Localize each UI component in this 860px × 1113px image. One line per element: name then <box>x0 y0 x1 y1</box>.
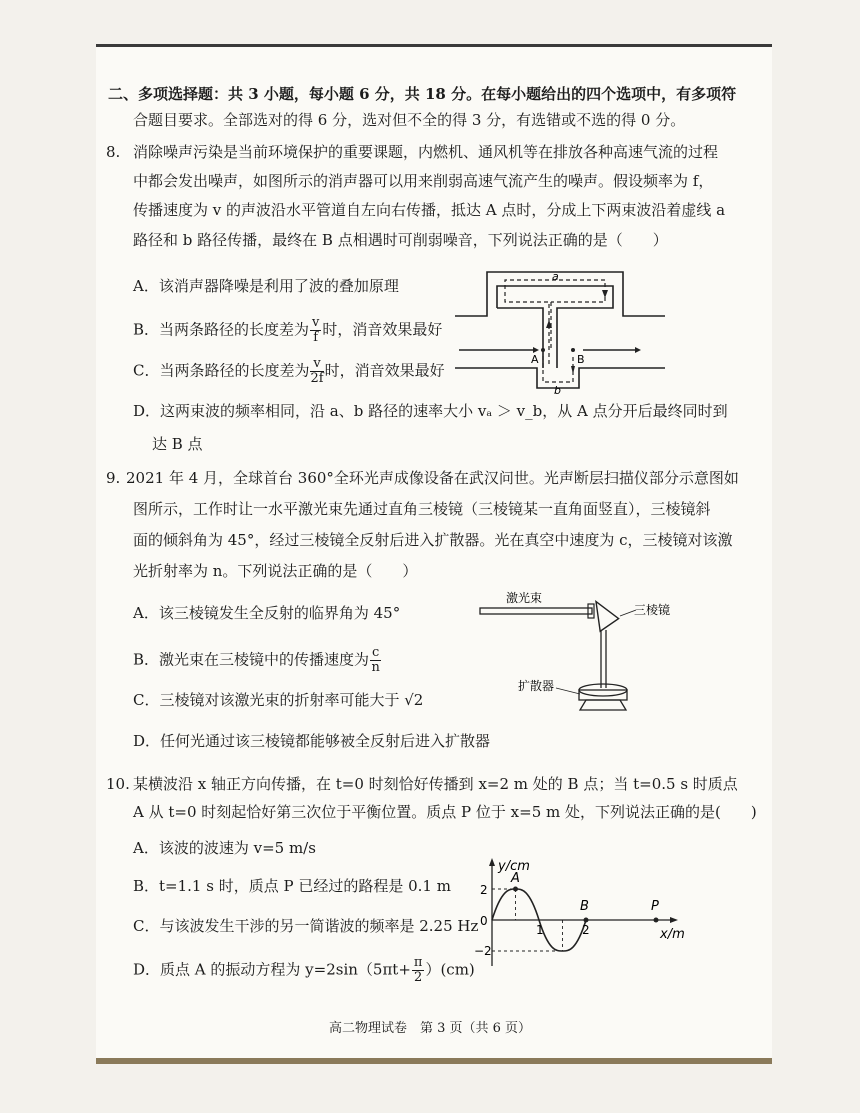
q10-line-2: A 从 t=0 时刻起恰好第三次位于平衡位置。质点 P 位于 x=5 m 处，下列说法正确的是( ) <box>133 803 757 821</box>
tick-y-2: 2 <box>480 883 488 897</box>
q10-option-d: D．质点 A 的振动方程为 y=2sin（5πt+ $\frac{\pi}{2}$ ）(cm) <box>133 955 475 985</box>
muffler-diagram <box>455 268 675 398</box>
q10-line-1: 某横波沿 x 轴正方向传播，在 t=0 时刻恰好传播到 x=2 m 处的 B 点；当 t=0.5 s 时质点 <box>133 775 738 793</box>
q10-option-c: C．与该波发生干涉的另一简谐波的频率是 2.25 Hz <box>133 917 479 935</box>
q8-option-c: C．当两条路径的长度差为 $\frac{v}{2f}$ 时，消音效果最好 <box>133 356 445 386</box>
q8-option-a: A．该消声器降噪是利用了波的叠加原理 <box>133 277 399 295</box>
section-header-2: 合题目要求。全部选对的得 6 分，选对但不全的得 3 分，有选错或不选的得 0 分。 <box>133 111 686 129</box>
point-p-label: P <box>651 899 659 914</box>
q8-option-b: B．当两条路径的长度差为 $\frac{v}{f}$ 时，消音效果最好 <box>133 315 443 345</box>
point-a-label: A <box>511 871 520 886</box>
q8-option-d: D．这两束波的频率相同，沿 a、b 路径的速率大小 vₐ ＞ v_b，从 A 点分开后最终同时到 <box>133 402 728 420</box>
diffuser-label: 扩散器 <box>518 679 555 693</box>
q8-line-1: 消除噪声污染是当前环境保护的重要课题，内燃机、通风机等在排放各种高速气流的过程 <box>133 143 719 161</box>
y-axis-label: y/cm <box>498 859 530 874</box>
point-b-label: B <box>577 353 585 366</box>
path-a-label: a <box>552 270 559 283</box>
q8-line-4: 路径和 b 路径传播，最终在 B 点相遇时可削弱噪音，下列说法正确的是（ ） <box>133 231 668 249</box>
tick-y-neg2: −2 <box>474 944 492 958</box>
q9-number: 9. <box>106 469 121 487</box>
x-axis-label: x/m <box>660 927 685 942</box>
q9-line-3: 面的倾斜角为 45°，经过三棱镜全反射后进入扩散器。光在真空中速度为 c，三棱镜对该激 <box>133 531 733 549</box>
q8-number: 8. <box>106 143 121 161</box>
q9-option-b: B．激光束在三棱镜中的传播速度为 $\frac{c}{n}$ <box>133 645 380 675</box>
q10-option-b: B．t=1.1 s 时，质点 P 已经过的路程是 0.1 m <box>133 877 451 895</box>
prism-label: 三棱镜 <box>634 603 671 617</box>
q9-option-c: C．三棱镜对该激光束的折射率可能大于 √2 <box>133 691 424 709</box>
q9-option-d: D．任何光通过该三棱镜都能够被全反射后进入扩散器 <box>133 732 491 750</box>
point-b-label: B <box>580 899 589 914</box>
q9-line-4: 光折射率为 n。下列说法正确的是（ ） <box>133 562 418 580</box>
q10-number: 10. <box>106 775 130 793</box>
q9-option-a: A．该三棱镜发生全反射的临界角为 45° <box>133 604 401 622</box>
wave-graph <box>470 858 695 973</box>
page-footer: 高二物理试卷 第 3 页（共 6 页） <box>328 1021 532 1036</box>
q8-line-2: 中都会发出噪声，如图所示的消声器可以用来削弱高速气流产生的噪声。假设频率为 f， <box>133 172 714 190</box>
laser-prism-diagram <box>470 590 680 720</box>
q10-option-a: A．该波的波速为 v=5 m/s <box>133 839 316 857</box>
top-rule <box>96 44 772 47</box>
q8-line-3: 传播速度为 v 的声波沿水平管道自左向右传播，抵达 A 点时，分成上下两束波沿着虚线 a <box>133 201 726 219</box>
section-header: 二、多项选择题：共 3 小题，每小题 6 分，共 18 分。在每小题给出的四个选项中，有多项符 <box>108 85 737 103</box>
bottom-rule <box>96 1058 772 1064</box>
tick-x-2: 2 <box>582 923 590 937</box>
q9-line-1: 2021 年 4 月，全球首台 360°全环光声成像设备在武汉问世。光声断层扫描仪部分示意图如 <box>126 469 739 487</box>
path-b-label: b <box>554 384 561 397</box>
laser-label: 激光束 <box>506 591 543 605</box>
tick-x-1: 1 <box>536 923 544 937</box>
q9-line-2: 图所示，工作时让一水平激光束先通过直角三棱镜（三棱镜某一直角面竖直），三棱镜斜 <box>133 500 711 518</box>
point-a-label: A <box>531 353 539 366</box>
origin-label: 0 <box>480 914 488 928</box>
q8-option-d-2: 达 B 点 <box>152 435 203 453</box>
